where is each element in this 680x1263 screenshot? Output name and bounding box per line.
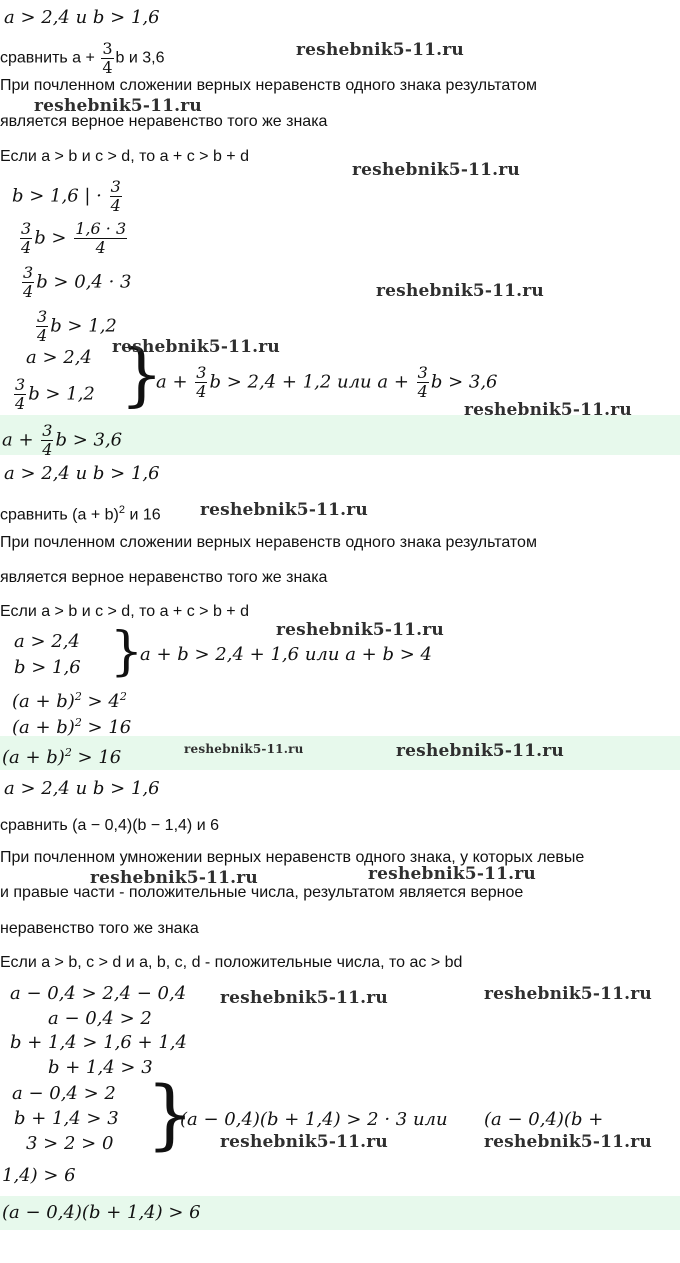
task3-rule-line2: и правые части - положительные числа, результатом является верное (0, 884, 524, 901)
task1-compare: сравнить a + $\frac{3}{4}$ b и 3,6 (0, 39, 165, 77)
task1-rule-if: Если a > b и c > d, то a + c > b + d (0, 148, 249, 165)
watermark: reshebnik5-11.ru (220, 988, 388, 1008)
watermark: reshebnik5-11.ru (276, 620, 444, 640)
task2-system-line1: a > 2,4 (14, 631, 80, 652)
task3-line3: b + 1,4 > 1,6 + 1,4 (10, 1032, 187, 1053)
task2-system-line2: b > 1,6 (14, 657, 81, 678)
task1-rule-line1: При почленном сложении верных неравенств одного знака результатом (0, 77, 537, 94)
task1-step1: b > 1,6 | · $\frac{3}{4}$ (12, 177, 121, 215)
task1-step2: $\frac{3}{4}$ b > $\frac{1,6 \cdot 3}{4}$ (21, 219, 127, 257)
system-brace-1: } (120, 336, 164, 415)
task3-system-line1: a − 0,4 > 2 (12, 1083, 116, 1104)
watermark: reshebnik5-11.ru (484, 984, 652, 1004)
watermark: reshebnik5-11.ru (184, 742, 304, 756)
task3-rule-line1: При почленном умножении верных неравенств одного знака, у которых левые (0, 849, 585, 866)
task3-rule-if: Если a > b, c > d и a, b, c, d - положительные числа, то ac > bd (0, 954, 463, 971)
watermark: reshebnik5-11.ru (368, 864, 536, 884)
watermark: reshebnik5-11.ru (296, 40, 464, 60)
system-brace-2: } (110, 622, 144, 682)
task2-rule-line1: При почленном сложении верных неравенств одного знака результатом (0, 534, 537, 551)
task3-rule-line3: неравенство того же знака (0, 920, 199, 937)
task1-system-line1: a > 2,4 (26, 347, 92, 368)
task2-rule-if: Если a > b и c > d, то a + c > b + d (0, 603, 249, 620)
task3-system-result: (a − 0,4)(b + 1,4) > 2 · 3 или (180, 1109, 448, 1130)
task2-rule-line2: является верное неравенство того же знака (0, 569, 328, 586)
task1-step3: $\frac{3}{4}$ b > 0,4 · 3 (23, 263, 132, 301)
watermark: reshebnik5-11.ru (464, 400, 632, 420)
task3-line1: a − 0,4 > 2,4 − 0,4 (10, 983, 187, 1004)
task2-given: a > 2,4 и b > 1,6 (4, 463, 160, 484)
task3-wrap: 1,4) > 6 (2, 1165, 76, 1186)
task1-system-result: a + $\frac{3}{4}$ b > 2,4 + 1,2 или a + $\frac{3}{4}$ b > 3,6 (156, 363, 498, 401)
task3-line2: a − 0,4 > 2 (48, 1008, 152, 1029)
watermark: reshebnik5-11.ru (34, 96, 202, 116)
watermark: reshebnik5-11.ru (484, 1132, 652, 1152)
task1-given: a > 2,4 и b > 1,6 (4, 7, 160, 28)
watermark: reshebnik5-11.ru (220, 1132, 388, 1152)
watermark: reshebnik5-11.ru (90, 868, 258, 888)
task1-answer: a + $\frac{3}{4}$ b > 3,6 (2, 421, 123, 459)
task3-system-result-cont: (a − 0,4)(b + (484, 1109, 604, 1130)
fraction-numerator: 3 (102, 39, 113, 58)
watermark: reshebnik5-11.ru (200, 500, 368, 520)
task3-answer: (a − 0,4)(b + 1,4) > 6 (2, 1202, 201, 1223)
system-brace-3: } (146, 1069, 195, 1158)
task3-compare: сравнить (a − 0,4)(b − 1,4) и 6 (0, 817, 219, 834)
watermark: reshebnik5-11.ru (352, 160, 520, 180)
task2-compare: сравнить $(a + b)^2$ и 16 (0, 504, 161, 524)
task1-system-line2: $\frac{3}{4}$ b > 1,2 (15, 375, 95, 413)
task2-system-result: a + b > 2,4 + 1,6 или a + b > 4 (140, 644, 432, 665)
task2-answer: $(a + b)^2 > 16$ (2, 746, 122, 768)
task3-system-line2: b + 1,4 > 3 (14, 1108, 119, 1129)
watermark: reshebnik5-11.ru (376, 281, 544, 301)
task2-square2: $(a + b)^2 > 16$ (12, 716, 132, 738)
task3-given: a > 2,4 и b > 1,6 (4, 778, 160, 799)
task1-rule-line2: является верное неравенство того же знака (0, 113, 328, 130)
watermark: reshebnik5-11.ru (396, 741, 564, 761)
task3-line4: b + 1,4 > 3 (48, 1057, 153, 1078)
task3-system-line3: 3 > 2 > 0 (26, 1133, 114, 1154)
task2-square1: $(a + b)^2 > 4^2$ (12, 690, 127, 712)
watermark: reshebnik5-11.ru (112, 337, 280, 357)
fraction-denominator: 4 (102, 58, 113, 77)
task1-step4: $\frac{3}{4}$ b > 1,2 (37, 307, 117, 345)
